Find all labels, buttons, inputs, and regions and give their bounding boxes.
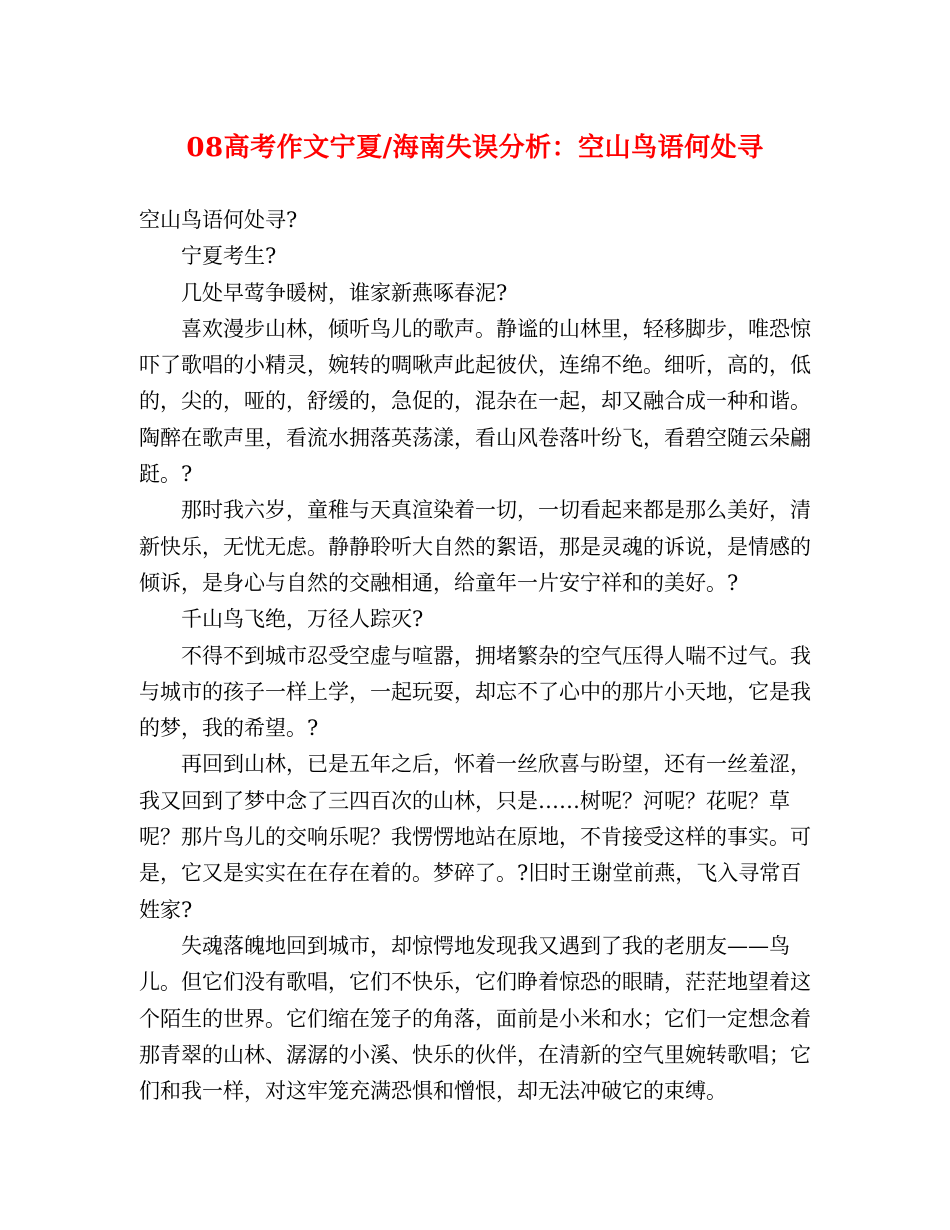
document-title: 08高考作文宁夏/海南失误分析：空山鸟语何处寻 [186, 133, 764, 163]
paragraph-body: 失魂落魄地回到城市，却惊愕地发现我又遇到了我的老朋友——鸟儿。但它们没有歌唱，它们不快乐，它们睁着惊恐的眼睛，茫茫地望着这个陌生的世界。它们缩在笼子的角落，面前是小米和水；它们一定想念着那青翠的山林、潺潺的小溪、快乐的伙伴，在清新的空气里婉转歌唱；它们和我一样，对这牢笼充满恐惧和憎恨，却无法冲破它的束缚。 [139, 933, 811, 1104]
paragraph-poem-2: 千山鸟飞绝，万径人踪灭? [181, 607, 424, 632]
paragraph-heading: 空山鸟语何处寻? [139, 208, 298, 232]
paragraph-author: 宁夏考生? [181, 244, 277, 269]
document-body [139, 202, 819, 1109]
paragraph-poem-1: 几处早莺争暖树，谁家新燕啄春泥? [181, 280, 508, 305]
paragraph-body: 那时我六岁，童稚与天真渲染着一切，一切看起来都是那么美好，清新快乐，无忧无虑。静静聆听大自然的絮语，那是灵魂的诉说，是情感的倾诉，是身心与自然的交融相通，给童年一片安宁祥和的美好。? [139, 498, 811, 595]
paragraph-body: 喜欢漫步山林，倾听鸟儿的歌声。静谧的山林里，轻移脚步，唯恐惊吓了歌唱的小精灵，婉转的啁啾声此起彼伏，连绵不绝。细听，高的，低的，尖的，哑的，舒缓的，急促的，混杂在一起，却又融合成一种和谐。陶醉在歌声里，看流水拥落英荡漾，看山风卷落叶纷飞，看碧空随云朵翩跹。? [139, 316, 811, 487]
paragraph-body: 再回到山林，已是五年之后，怀着一丝欣喜与盼望，还有一丝羞涩，我又回到了梦中念了三四百次的山林，只是……树呢？河呢？花呢？草呢？那片鸟儿的交响乐呢？我愣愣地站在原地，不肯接受这样的事实。可是，它又是实实在在存在着的。梦碎了。?旧时王谢堂前燕，飞入寻常百姓家? [139, 752, 811, 922]
paragraph-body: 不得不到城市忍受空虚与喧嚣，拥堵繁杂的空气压得人喘不过气。我与城市的孩子一样上学，一起玩耍，却忘不了心中的那片小天地，它是我的梦，我的希望。? [139, 643, 811, 741]
